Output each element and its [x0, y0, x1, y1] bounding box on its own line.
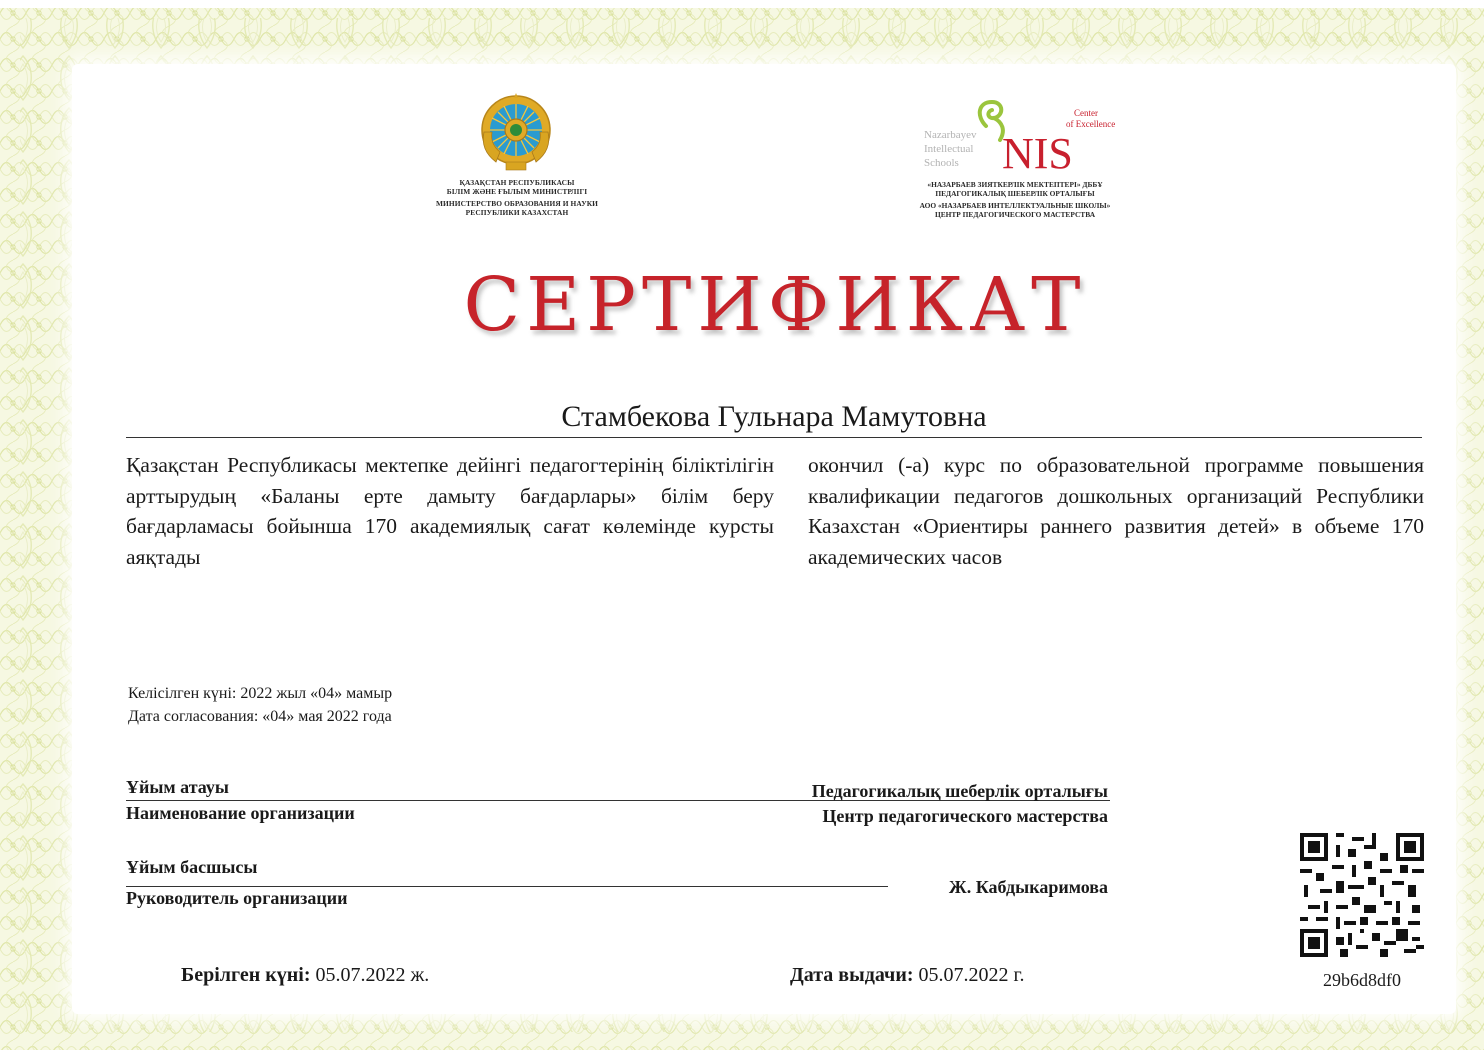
issue-date-ru-label: Дата выдачи: — [790, 964, 914, 986]
ministry-line: ҚАЗАҚСТАН РЕСПУБЛИКАСЫ — [459, 178, 575, 187]
ministry-line: РЕСПУБЛИКИ КАЗАХСТАН — [465, 208, 569, 217]
agreement-date — [128, 682, 392, 728]
nis-line: «НАЗАРБАЕВ ЗИЯТКЕРЛІК МЕКТЕПТЕРІ» ДББҰ — [927, 180, 1103, 189]
agreement-date-kz: Келісілген күні: 2022 жыл «04» мамыр — [128, 685, 393, 702]
nis-logo-text: Schools — [924, 157, 959, 169]
head-underline — [126, 886, 888, 887]
issue-date-kz-label: Берілген күні: — [181, 964, 311, 986]
nis-heading — [880, 180, 1150, 219]
certificate-title: СЕРТИФИКАТ — [463, 262, 1087, 348]
agreement-date-ru: Дата согласования: «04» мая 2022 года — [128, 708, 392, 725]
nis-logo-text: Nazarbayev — [924, 129, 977, 141]
issue-date-ru — [790, 964, 1024, 987]
qr-code-icon — [1300, 833, 1424, 957]
nis-logo-text: Center — [1074, 108, 1098, 118]
issue-date-kz-value: 05.07.2022 ж. — [315, 964, 430, 986]
head-label-kz: Ұйым басшысы — [126, 857, 258, 877]
org-value-kz: Педагогикалық шеберлік орталығы — [811, 781, 1108, 801]
nis-logo-mark: NIS — [1002, 129, 1073, 176]
issue-date-ru-value: 05.07.2022 г. — [918, 964, 1025, 986]
nis-line: АОО «НАЗАРБАЕВ ИНТЕЛЛЕКТУАЛЬНЫЕ ШКОЛЫ» — [919, 201, 1111, 210]
org-label-kz: Ұйым атауы — [126, 777, 229, 797]
org-value-ru: Центр педагогического мастерства — [822, 806, 1108, 826]
qr-code-text: 29b6d8df0 — [1323, 970, 1401, 990]
org-label-ru: Наименование организации — [126, 803, 355, 823]
ministry-line: МИНИСТЕРСТВО ОБРАЗОВАНИЯ И НАУКИ — [435, 199, 599, 208]
nis-line: ЦЕНТР ПЕДАГОГИЧЕСКОГО МАСТЕРСТВА — [934, 210, 1096, 219]
recipient-name: Стамбекова Гульнара Мамутовна — [561, 400, 987, 433]
nis-line: ПЕДАГОГИКАЛЫҚ ШЕБЕРЛІК ОРТАЛЫҒЫ — [935, 189, 1095, 198]
nis-logo-text: of Excellence — [1066, 119, 1116, 129]
head-name: Ж. Кабдыкаримова — [948, 877, 1108, 897]
nis-logo-icon — [916, 96, 1116, 176]
course-text-ru: окончил (-а) курс по образовательной программе повышения квалификации педагогов дошкольных организаций Республики Казахстан «Ориентиры раннего развития детей» в объеме 170 академических часов — [808, 453, 1424, 569]
kazakhstan-emblem-icon — [478, 92, 554, 172]
nis-logo-text: Intellectual — [924, 143, 974, 155]
ministry-line: БІЛІМ ЖӘНЕ ҒЫЛЫМ МИНИСТРЛІГІ — [446, 187, 588, 196]
course-text-kz: Қазақстан Республикасы мектепке дейінгі педагогтерінің біліктілігін арттырудың «Баланы ерте дамыту бағдарлары» білім беру бағдарламасы бойынша 170 академиялық сағат көлемінде курсты аяқтады — [126, 453, 774, 569]
issue-date-kz — [181, 964, 429, 987]
ministry-heading — [410, 178, 624, 217]
head-label-ru: Руководитель организации — [126, 888, 348, 908]
recipient-underline — [126, 437, 1422, 438]
